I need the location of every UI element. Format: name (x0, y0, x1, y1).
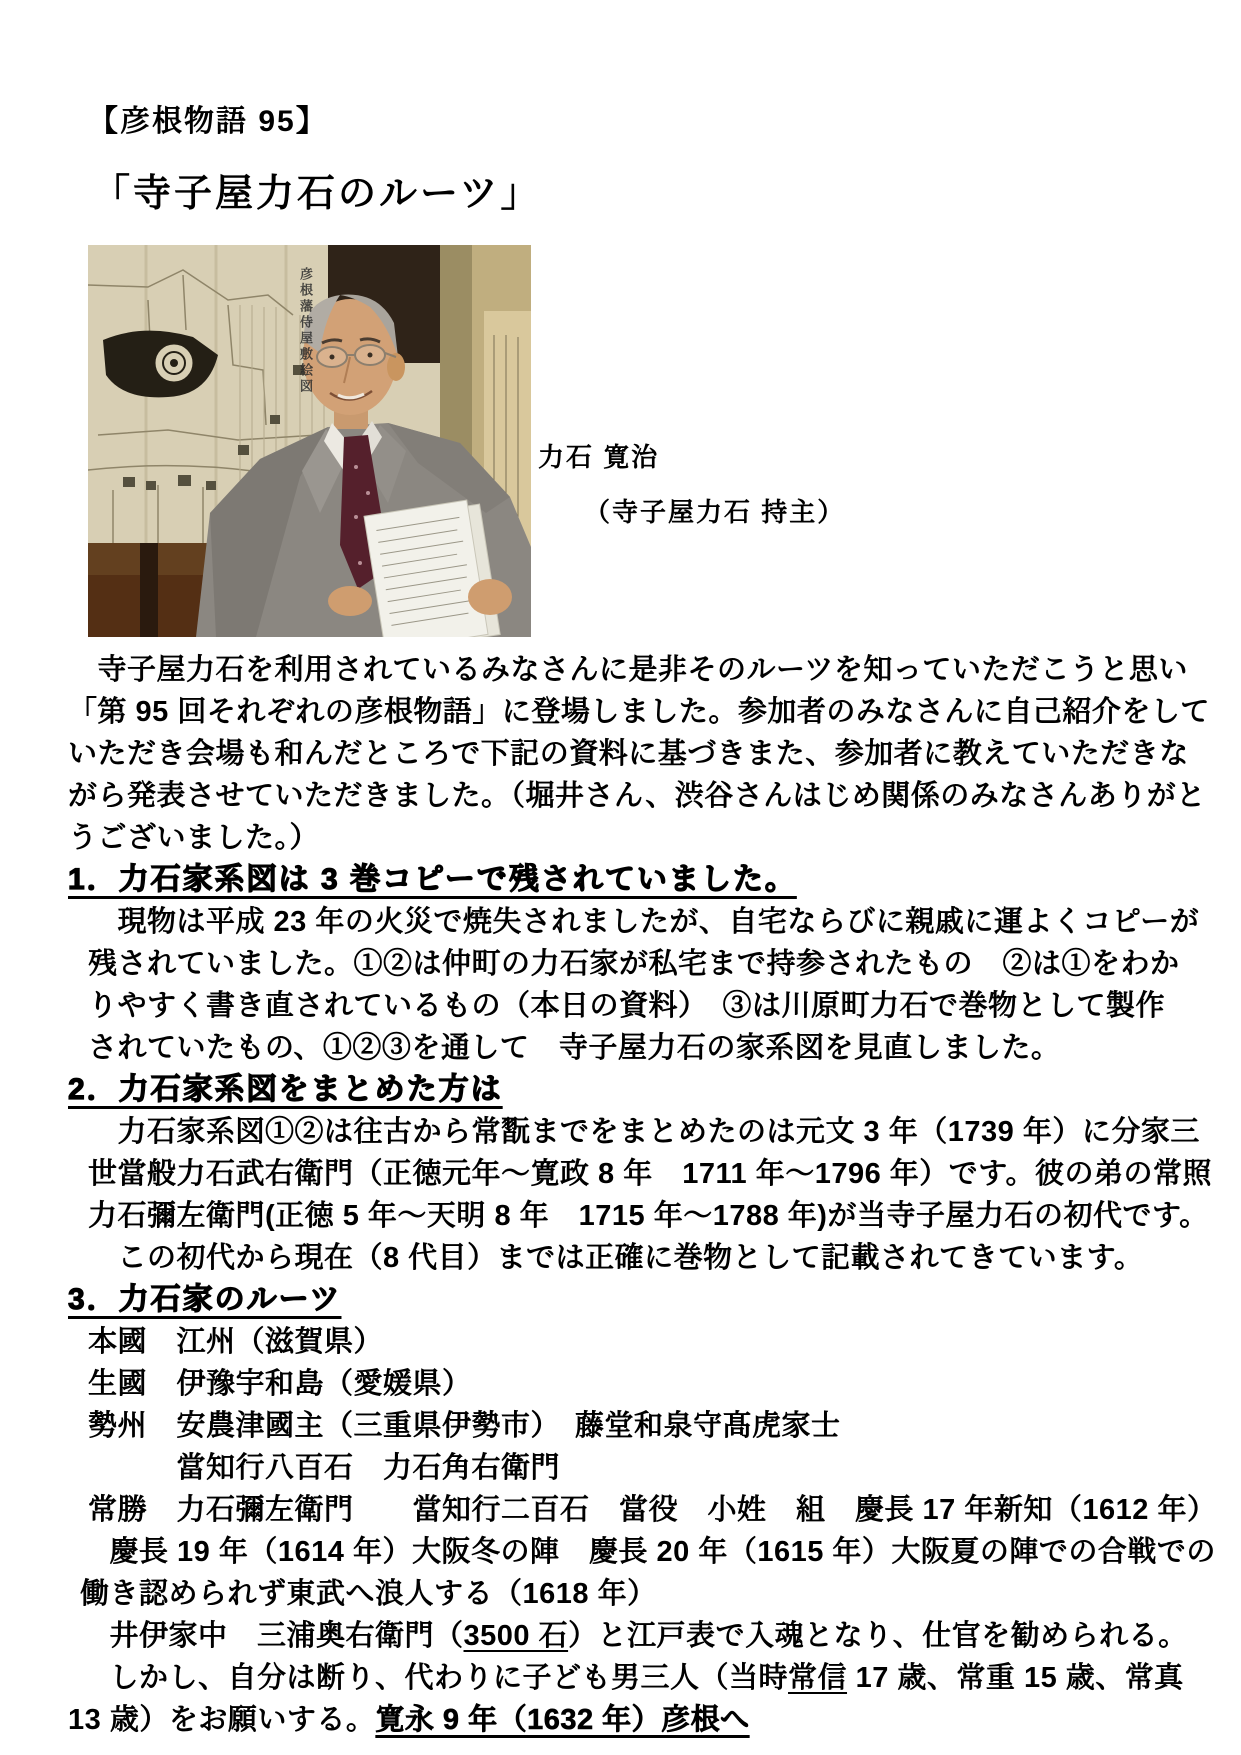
text-line: 働き認められず東武へ浪人する（1618 年） (80, 1578, 657, 1610)
document-body (68, 96, 1217, 1741)
text-line: されていたもの、①②③を通して 寺子屋力石の家系図を見直しました。 (88, 1032, 1061, 1064)
text-line: 力石家系図①②は往古から常翫までをまとめたのは元文 3 年（1739 年）に分家三 (88, 1116, 1200, 1148)
text-line: 當知行八百石 力石角右衛門 (88, 1452, 561, 1484)
text-line (68, 1699, 1173, 1741)
section-1 (68, 859, 1200, 1069)
photo-caption (538, 437, 845, 529)
text-line: 寺子屋力石を利用されているみなさんに是非そのルーツを知っていただこうと思い (68, 654, 1188, 686)
speaker-photo (88, 245, 531, 637)
text-line: 残されていました。①②は仲町の力石家が私宅まで持参されたもの ②は①をわか (88, 948, 1180, 980)
text-line: りやすく書き直されているもの（本日の資料） ③は川原町力石で巻物として製作 (88, 990, 1166, 1022)
text-segment: しかし、自分は断り、代わりに子ども男三人（当時 (80, 1662, 789, 1694)
section-3 (68, 1279, 1217, 1741)
text-line: この初代から現在（8 代目）までは正確に巻物として記載されてきています。 (88, 1242, 1144, 1274)
underlined-name: 常信 (788, 1662, 848, 1694)
text-line: うございました。） (68, 822, 320, 854)
series-title: 【彦根物語 95】 (88, 105, 328, 138)
text-segment: 13 歳）をお願いする。 (68, 1704, 376, 1736)
section-2-heading: 2．力石家系図をまとめた方は (68, 1073, 503, 1106)
bold-underlined-date: 寛永 9 年（1632 年）彦根へ (375, 1704, 750, 1736)
text-line: 「第 95 回それぞれの彦根物語」に登場しました。参加者のみなさんに自己紹介をして (68, 696, 1210, 728)
intro-paragraph (68, 649, 1210, 859)
text-line (80, 1615, 1188, 1657)
text-line: 現物は平成 23 年の火災で焼失されましたが、自宅ならびに親戚に運よくコピーが (88, 906, 1200, 938)
section-3-heading: 3．力石家のルーツ (68, 1283, 342, 1316)
text-line: 力石彌左衛門(正徳 5 年～天明 8 年 1715 年～1788 年)が当寺子屋力石の初代です。 (88, 1200, 1209, 1232)
underlined-koku-value: 3500 石 (463, 1620, 569, 1652)
text-line: 常勝 力石彌左衛門 當知行二百石 當役 小姓 組 慶長 17 年新知（1612 年） (88, 1494, 1217, 1526)
caption-name: 力石 寛治 (538, 442, 660, 472)
section-2 (68, 1069, 1212, 1279)
text-segment: 井伊家中 三浦奥右衛門（ (80, 1620, 464, 1652)
text-line: 慶長 19 年（1614 年）大阪冬の陣 慶長 20 年（1615 年）大阪夏の陣での合戦での (80, 1536, 1216, 1568)
text-segment: 17 歳、常重 15 歳、常真 (847, 1662, 1184, 1694)
text-line: がら発表させていただきました。（堀井さん、渋谷さんはじめ関係のみなさんありがと (68, 780, 1206, 812)
map-title-text: 彦根藩侍屋敷絵図 (298, 267, 313, 395)
text-segment: ）と江戸表で入魂となり、仕官を勧められる。 (568, 1620, 1188, 1652)
caption-role: （寺子屋力石 持主） (584, 497, 846, 527)
text-line: いただき会場も和んだところで下記の資料に基づきまた、参加者に教えていただきな (68, 738, 1189, 770)
page-title: 「寺子屋力石のルーツ」 (92, 173, 542, 215)
text-line: 勢州 安農津國主（三重県伊勢市） 藤堂和泉守髙虎家士 (88, 1410, 841, 1442)
text-line (80, 1657, 1184, 1699)
section-1-heading: 1．力石家系図は 3 巻コピーで残されていました。 (68, 863, 797, 896)
text-line: 生國 伊豫宇和島（愛媛県） (88, 1368, 472, 1400)
text-line: 本國 江州（滋賀県） (88, 1326, 384, 1358)
text-line: 世當般力石武右衛門（正徳元年～寛政 8 年 1711 年～1796 年）です。彼の弟の常照 (88, 1158, 1212, 1190)
photo-section (68, 245, 1173, 637)
